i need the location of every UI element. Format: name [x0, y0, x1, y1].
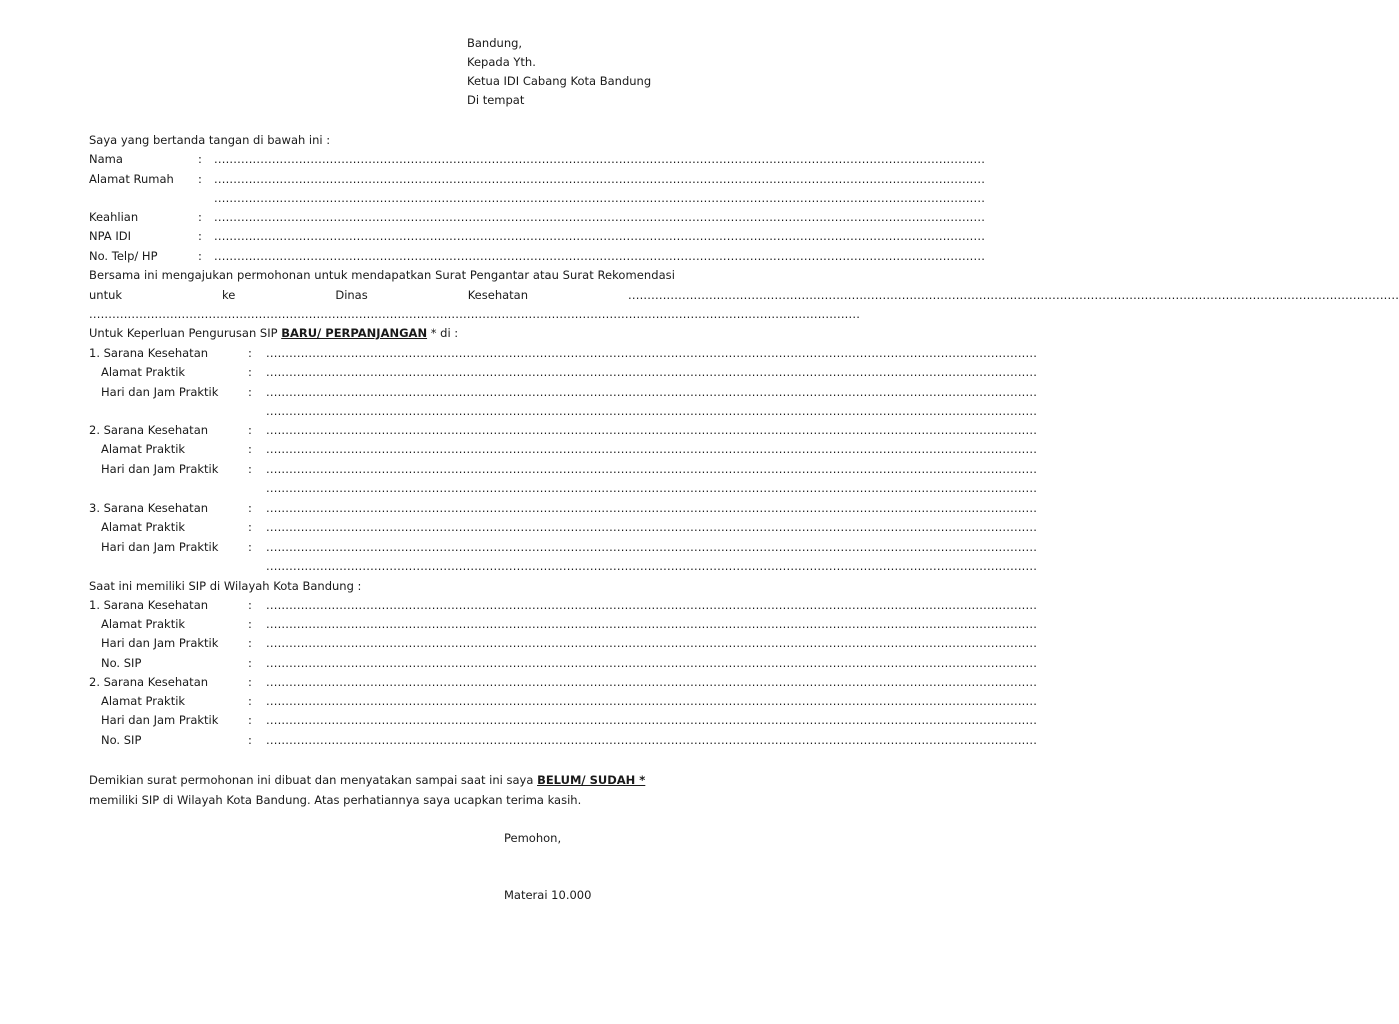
materai-label: Materai 10.000: [504, 888, 592, 902]
existing-sarana-2-no-sip-fill-line: ........................................................................................................................................................................................................: [266, 733, 1038, 747]
existing-sarana-1-no-sip-label: No. SIP: [101, 656, 142, 670]
colon: :: [248, 636, 252, 650]
colon: :: [248, 540, 252, 554]
existing-sarana-2-label: 2. Sarana Kesehatan: [89, 675, 209, 689]
colon: :: [248, 385, 252, 399]
colon: :: [248, 442, 252, 456]
sarana-2-fill-line: ........................................................................................................................................................................................................: [266, 423, 1038, 437]
request-fill-short: ........................................................................................................................................................................................................: [628, 288, 1399, 302]
telp-fill-line: ........................................................................................................................................................................................................: [214, 249, 986, 263]
existing-sarana-2-hari-jam-label: Hari dan Jam Praktik: [101, 713, 219, 727]
keahlian-label: Keahlian: [89, 210, 139, 224]
sarana-1-hari-jam-fill-line-2: ........................................................................................................................................................................................................: [266, 404, 1038, 418]
city-date: Bandung,: [467, 36, 523, 50]
closing-prefix: Demikian surat permohonan ini dibuat dan menyatakan sampai saat ini saya: [89, 773, 538, 787]
alamat-rumah-fill-line-2: ........................................................................................................................................................................................................: [214, 191, 986, 205]
sarana-1-hari-jam-fill-line: ........................................................................................................................................................................................................: [266, 385, 1038, 399]
existing-sarana-1-hari-jam-label: Hari dan Jam Praktik: [101, 636, 219, 650]
alamat-rumah-fill-line: ........................................................................................................................................................................................................: [214, 172, 986, 186]
addressee-greeting: Kepada Yth.: [467, 55, 536, 69]
sarana-1-alamat-praktik-label: Alamat Praktik: [101, 365, 186, 379]
existing-sarana-1-label: 1. Sarana Kesehatan: [89, 598, 209, 612]
closing-line-2: memiliki SIP di Wilayah Kota Bandung. Atas perhatiannya saya ucapkan terima kasih.: [89, 793, 582, 807]
npa-idi-label: NPA IDI: [89, 229, 131, 243]
closing-line-1: [89, 773, 645, 787]
sarana-2-hari-jam-fill-line-2: ........................................................................................................................................................................................................: [266, 481, 1038, 495]
sarana-2-alamat-praktik-fill-line: ........................................................................................................................................................................................................: [266, 442, 1038, 456]
existing-sarana-1-no-sip-fill-line: ........................................................................................................................................................................................................: [266, 656, 1038, 670]
sarana-3-fill-line: ........................................................................................................................................................................................................: [266, 501, 1038, 515]
sarana-2-label: 2. Sarana Kesehatan: [89, 423, 209, 437]
pemohon-label: Pemohon,: [504, 831, 562, 845]
colon: :: [248, 675, 252, 689]
purpose-suffix: * di :: [427, 326, 459, 340]
npa-idi-fill-line: ........................................................................................................................................................................................................: [214, 229, 986, 243]
telp-label: No. Telp/ HP: [89, 249, 158, 263]
colon: :: [248, 520, 252, 534]
request-word-untuk: untuk: [89, 288, 123, 302]
existing-sarana-1-fill-line: ........................................................................................................................................................................................................: [266, 598, 1038, 612]
sarana-3-hari-jam-fill-line: ........................................................................................................................................................................................................: [266, 540, 1038, 554]
colon: :: [248, 713, 252, 727]
existing-sarana-1-alamat-praktik-label: Alamat Praktik: [101, 617, 186, 631]
existing-sarana-2-alamat-praktik-fill-line: ........................................................................................................................................................................................................: [266, 694, 1038, 708]
existing-sarana-2-fill-line: ........................................................................................................................................................................................................: [266, 675, 1038, 689]
purpose-options: BARU/ PERPANJANGAN: [281, 326, 428, 340]
closing-options: BELUM/ SUDAH *: [537, 773, 646, 787]
request-word-kesehatan: Kesehatan: [467, 288, 529, 302]
sarana-1-hari-jam-label: Hari dan Jam Praktik: [101, 385, 219, 399]
sarana-3-alamat-praktik-fill-line: ........................................................................................................................................................................................................: [266, 520, 1038, 534]
sarana-2-hari-jam-fill-line: ........................................................................................................................................................................................................: [266, 462, 1038, 476]
existing-sarana-2-alamat-praktik-label: Alamat Praktik: [101, 694, 186, 708]
colon: :: [198, 210, 202, 224]
existing-sip-title: Saat ini memiliki SIP di Wilayah Kota Bandung :: [89, 579, 362, 593]
sarana-3-hari-jam-fill-line-2: ........................................................................................................................................................................................................: [266, 559, 1038, 573]
nama-fill-line: ........................................................................................................................................................................................................: [214, 152, 986, 166]
colon: :: [248, 598, 252, 612]
colon: :: [248, 462, 252, 476]
sarana-3-alamat-praktik-label: Alamat Praktik: [101, 520, 186, 534]
sarana-1-alamat-praktik-fill-line: ........................................................................................................................................................................................................: [266, 365, 1038, 379]
sarana-2-alamat-praktik-label: Alamat Praktik: [101, 442, 186, 456]
colon: :: [248, 617, 252, 631]
colon: :: [248, 694, 252, 708]
sarana-3-hari-jam-label: Hari dan Jam Praktik: [101, 540, 219, 554]
colon: :: [248, 501, 252, 515]
existing-sarana-1-alamat-praktik-fill-line: ........................................................................................................................................................................................................: [266, 617, 1038, 631]
request-line-1: Bersama ini mengajukan permohonan untuk mendapatkan Surat Pengantar atau Surat Rekomendasi: [89, 268, 675, 282]
alamat-rumah-label: Alamat Rumah: [89, 172, 174, 186]
colon: :: [248, 346, 252, 360]
addressee-name: Ketua IDI Cabang Kota Bandung: [467, 74, 652, 88]
sarana-1-label: 1. Sarana Kesehatan: [89, 346, 209, 360]
existing-sarana-1-hari-jam-fill-line: ........................................................................................................................................................................................................: [266, 636, 1038, 650]
sarana-3-label: 3. Sarana Kesehatan: [89, 501, 209, 515]
existing-sarana-2-no-sip-label: No. SIP: [101, 733, 142, 747]
colon: :: [198, 172, 202, 186]
existing-sarana-2-hari-jam-fill-line: ........................................................................................................................................................................................................: [266, 713, 1038, 727]
request-fill-line: ........................................................................................................................................................................................................: [89, 307, 861, 321]
purpose-line: [89, 326, 458, 340]
colon: :: [198, 229, 202, 243]
sarana-1-fill-line: ........................................................................................................................................................................................................: [266, 346, 1038, 360]
request-word-ke: ke: [222, 288, 236, 302]
request-word-dinas: Dinas: [335, 288, 368, 302]
request-line-2: [89, 288, 1399, 302]
nama-label: Nama: [89, 152, 123, 166]
colon: :: [248, 365, 252, 379]
keahlian-fill-line: ........................................................................................................................................................................................................: [214, 210, 986, 224]
colon: :: [198, 249, 202, 263]
colon: :: [248, 423, 252, 437]
addressee-place: Di tempat: [467, 93, 525, 107]
colon: :: [248, 733, 252, 747]
sarana-2-hari-jam-label: Hari dan Jam Praktik: [101, 462, 219, 476]
colon: :: [198, 152, 202, 166]
purpose-prefix: Untuk Keperluan Pengurusan SIP: [89, 326, 278, 340]
colon: :: [248, 656, 252, 670]
intro-text: Saya yang bertanda tangan di bawah ini :: [89, 133, 331, 147]
